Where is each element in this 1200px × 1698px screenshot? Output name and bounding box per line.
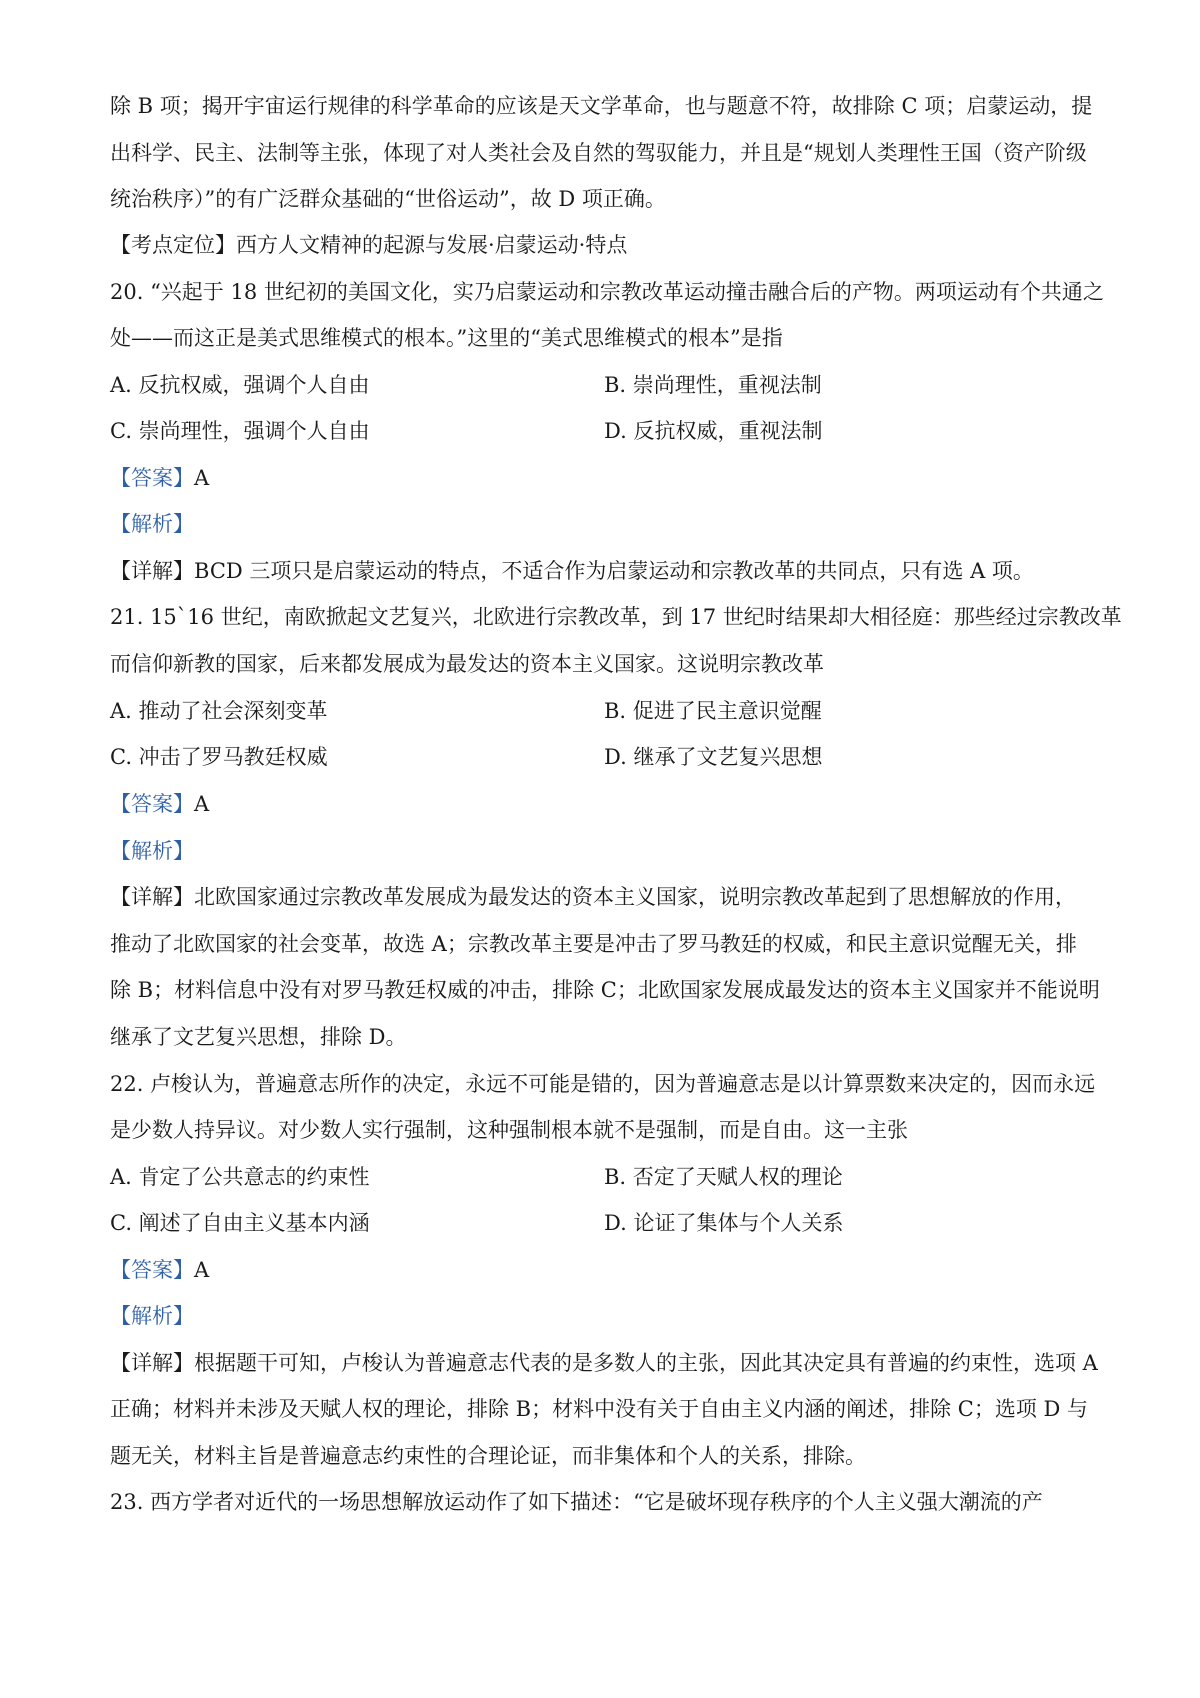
q22-analysis-label: 【解析】 — [110, 1304, 194, 1328]
q20-option-d: D. 反抗权威，重视法制 — [604, 419, 823, 443]
q20-analysis-label: 【解析】 — [110, 512, 194, 536]
kaodian-line: 【考点定位】西方人文精神的起源与发展·启蒙运动·特点 — [110, 233, 628, 257]
q21-answer-line — [110, 789, 1110, 819]
q20-option-a: A. 反抗权威，强调个人自由 — [110, 373, 370, 397]
prev-analysis-line-1: 除 B 项；揭开宇宙运行规律的科学革命的应该是天文学革命，也与题意不符，故排除 C 项；启蒙运动，提 — [110, 94, 1093, 118]
q22-detail-text-1: 根据题干可知，卢梭认为普遍意志代表的是多数人的主张，因此其决定具有普遍的约束性，选项 A — [194, 1351, 1098, 1375]
q20-answer-value: A — [194, 466, 210, 490]
q20-option-b: B. 崇尚理性，重视法制 — [604, 373, 822, 397]
prev-analysis-line-2: 出科学、民主、法制等主张，体现了对人类社会及自然的驾驭能力，并且是“规划人类理性王国（资产阶级 — [110, 141, 1087, 165]
q22-stem-line-1: 22. 卢梭认为，普遍意志所作的决定，永远不可能是错的，因为普遍意志是以计算票数来决定的，因而永远 — [110, 1072, 1096, 1096]
prev-analysis-line-3: 统治秩序）”的有广泛群众基础的“世俗运动”，故 D 项正确。 — [110, 187, 666, 211]
q22-answer-line — [110, 1255, 1110, 1285]
q21-detail-line-3: 除 B；材料信息中没有对罗马教廷权威的冲击，排除 C；北欧国家发展成最发达的资本主义国家并不能说明 — [110, 978, 1100, 1002]
q22-answer-value: A — [194, 1258, 210, 1282]
q20-option-c: C. 崇尚理性，强调个人自由 — [110, 419, 370, 443]
q21-detail-label: 【详解】 — [110, 885, 194, 909]
q21-option-b: B. 促进了民主意识觉醒 — [604, 699, 822, 723]
q22-option-a: A. 肯定了公共意志的约束性 — [110, 1165, 370, 1189]
q20-stem-line-2: 处——而这正是美式思维模式的根本。”这里的“美式思维模式的根本”是指 — [110, 326, 783, 350]
q22-option-c: C. 阐述了自由主义基本内涵 — [110, 1211, 370, 1235]
q23-stem-line-1: 23. 西方学者对近代的一场思想解放运动作了如下描述：“它是破坏现存秩序的个人主义强大潮流的产 — [110, 1490, 1043, 1514]
q22-option-d: D. 论证了集体与个人关系 — [604, 1211, 844, 1235]
q22-detail-line-1 — [110, 1348, 1110, 1378]
q22-answer-label: 【答案】 — [110, 1258, 194, 1282]
q21-answer-value: A — [194, 792, 210, 816]
q21-detail-line-2: 推动了北欧国家的社会变革，故选 A；宗教改革主要是冲击了罗马教廷的权威，和民主意识觉醒无关，排 — [110, 932, 1077, 956]
q21-stem-line-2: 而信仰新教的国家，后来都发展成为最发达的资本主义国家。这说明宗教改革 — [110, 652, 824, 676]
q22-stem-line-2: 是少数人持异议。对少数人实行强制，这种强制根本就不是强制，而是自由。这一主张 — [110, 1118, 908, 1142]
q21-detail-text-1: 北欧国家通过宗教改革发展成为最发达的资本主义国家，说明宗教改革起到了思想解放的作用， — [194, 885, 1076, 909]
q22-detail-label: 【详解】 — [110, 1351, 194, 1375]
q20-detail-label: 【详解】 — [110, 559, 194, 583]
q22-detail-line-3: 题无关，材料主旨是普遍意志约束性的合理论证，而非集体和个人的关系，排除。 — [110, 1444, 866, 1468]
q21-detail-line-4: 继承了文艺复兴思想，排除 D。 — [110, 1025, 407, 1049]
q21-option-d: D. 继承了文艺复兴思想 — [604, 745, 823, 769]
q21-detail-line-1 — [110, 882, 1110, 912]
q22-option-b: B. 否定了天赋人权的理论 — [604, 1165, 843, 1189]
q21-option-a: A. 推动了社会深刻变革 — [110, 699, 328, 723]
q20-detail-line-1 — [110, 556, 1110, 586]
q20-stem-line-1: 20. “兴起于 18 世纪初的美国文化，实乃启蒙运动和宗教改革运动撞击融合后的产物。两项运动有个共通之 — [110, 280, 1104, 304]
q22-detail-line-2: 正确；材料并未涉及天赋人权的理论，排除 B；材料中没有关于自由主义内涵的阐述，排除 C；选项 D 与 — [110, 1397, 1089, 1421]
q20-answer-line — [110, 463, 1110, 493]
q21-option-c: C. 冲击了罗马教廷权威 — [110, 745, 328, 769]
q21-analysis-label: 【解析】 — [110, 839, 194, 863]
q21-answer-label: 【答案】 — [110, 792, 194, 816]
q20-answer-label: 【答案】 — [110, 466, 194, 490]
q20-detail-text: BCD 三项只是启蒙运动的特点，不适合作为启蒙运动和宗教改革的共同点，只有选 A 项。 — [194, 559, 1034, 583]
q21-stem-line-1: 21. 15`16 世纪，南欧掀起文艺复兴，北欧进行宗教改革，到 17 世纪时结果却大相径庭：那些经过宗教改革 — [110, 605, 1122, 629]
